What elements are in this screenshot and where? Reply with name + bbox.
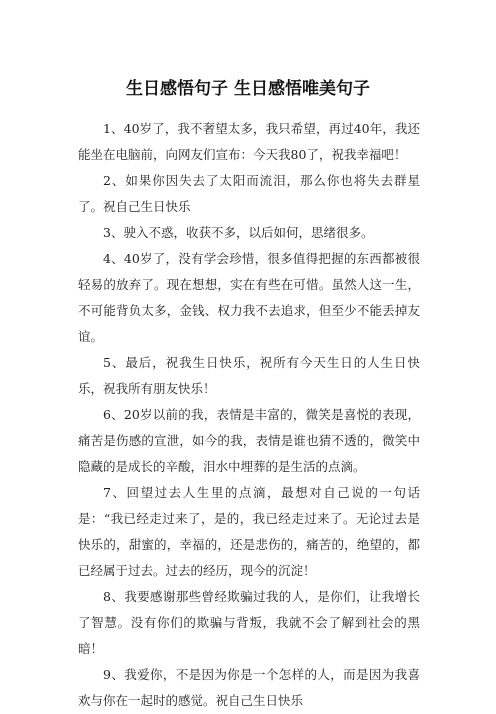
paragraph-6: 6、20岁以前的我，表情是丰富的，微笑是喜悦的表现，痛苦是伤感的宣泄，如今的我，表情是谁也猜不透的，微笑中隐藏的是成长的辛酸，泪水中埋葬的是生活的点滴。 <box>78 407 420 474</box>
document-title: 生日感悟句子 生日感悟唯美句子 <box>126 79 370 99</box>
paragraph-4: 4、40岁了，没有学会珍惜，很多值得把握的东西都被很轻易的放弃了。现在想想，实在有些在可惜。虽然人这一生，不可能背负太多，金钱、权力我不去追求，但至少不能丢掉友谊。 <box>78 251 420 344</box>
paragraph-7: 7、回望过去人生里的点滴，最想对自己说的一句话是：“我已经走过来了，是的，我已经走过来了。无论过去是快乐的，甜蜜的，幸福的，还是悲伤的，痛苦的，绝望的，都已经属于过去。过去的经历，现今的沉淀！ <box>78 485 420 578</box>
paragraph-1: 1、40岁了，我不奢望太多，我只希望，再过40年，我还能坐在电脑前，向网友们宣布：今天我80了，祝我幸福吧！ <box>78 121 420 162</box>
paragraph-8: 8、我要感谢那些曾经欺骗过我的人，是你们，让我增长了智慧。没有你们的欺骗与背叛，我就不会了解到社会的黑暗！ <box>78 589 420 656</box>
document-body <box>78 116 420 714</box>
paragraph-2: 2、如果你因失去了太阳而流泪，那么你也将失去群星了。祝自己生日快乐 <box>78 173 420 214</box>
paragraph-5: 5、最后，祝我生日快乐，祝所有今天生日的人生日快乐，祝我所有朋友快乐！ <box>78 355 420 396</box>
paragraph-3: 3、驶入不惑，收获不多，以后如何，思绪很多。 <box>103 225 374 240</box>
paragraph-9: 9、我爱你，不是因为你是一个怎样的人，而是因为我喜欢与你在一起时的感觉。祝自己生日快乐 <box>78 667 420 708</box>
